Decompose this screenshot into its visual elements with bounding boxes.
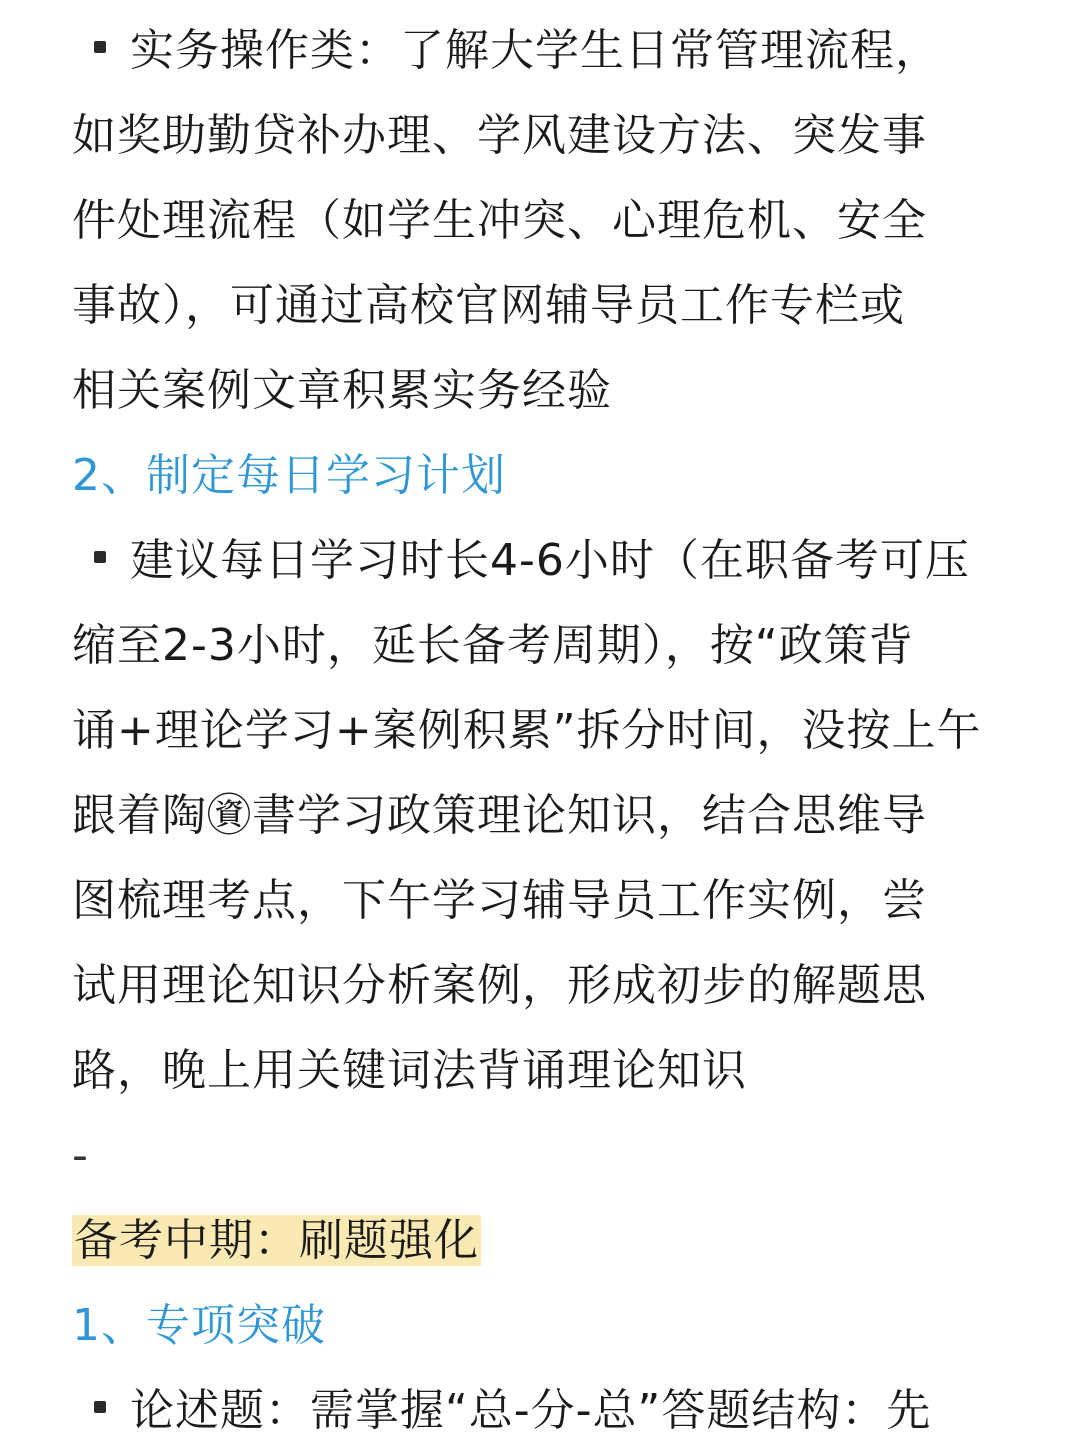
paragraph-line: 试用理论知识分析案例，形成初步的解题思 [72, 960, 927, 1011]
paragraph-line: 实务操作类：了解大学生日常管理流程， [130, 25, 940, 76]
heading-daily-plan: 2、制定每日学习计划 [72, 450, 506, 501]
paragraph-line: 相关案例文章积累实务经验 [72, 365, 612, 416]
paragraph-line: 件处理流程（如学生冲突、心理危机、安全 [72, 195, 927, 246]
bullet-paragraph-practical [72, 8, 1032, 93]
heading-special-breakthrough: 1、专项突破 [72, 1300, 326, 1351]
paragraph-line: 论述题：需掌握“总-分-总”答题结构：先 [130, 1385, 932, 1436]
paragraph-line: 事故），可通过高校官网辅导员工作专栏或 [72, 280, 905, 331]
bullet-paragraph-daily-plan [72, 518, 1032, 603]
bullet-paragraph-essay [72, 1368, 1032, 1453]
document-body [72, 8, 1032, 1453]
separator: - [72, 1130, 88, 1181]
bullet-square-icon [94, 551, 106, 563]
section-title-text: 备考中期：刷题强化 [74, 1215, 479, 1266]
paragraph-line: 建议每日学习时长4-6小时（在职备考可压 [130, 535, 970, 586]
paragraph-line: 图梳理考点，下午学习辅导员工作实例，尝 [72, 875, 927, 926]
paragraph-line: 路，晚上用关键词法背诵理论知识 [72, 1045, 747, 1096]
paragraph-line: 跟着陶㊮書学习政策理论知识，结合思维导 [72, 790, 927, 841]
section-title-midterm [72, 1198, 1032, 1283]
bullet-square-icon [94, 41, 106, 53]
bullet-square-icon [94, 1401, 106, 1413]
paragraph-line: 如奖助勤贷补办理、学风建设方法、突发事 [72, 110, 927, 161]
paragraph-line: 缩至2-3小时，延长备考周期），按“政策背 [72, 620, 914, 671]
paragraph-line: 诵+理论学习+案例积累”拆分时间，没按上午 [72, 705, 982, 756]
